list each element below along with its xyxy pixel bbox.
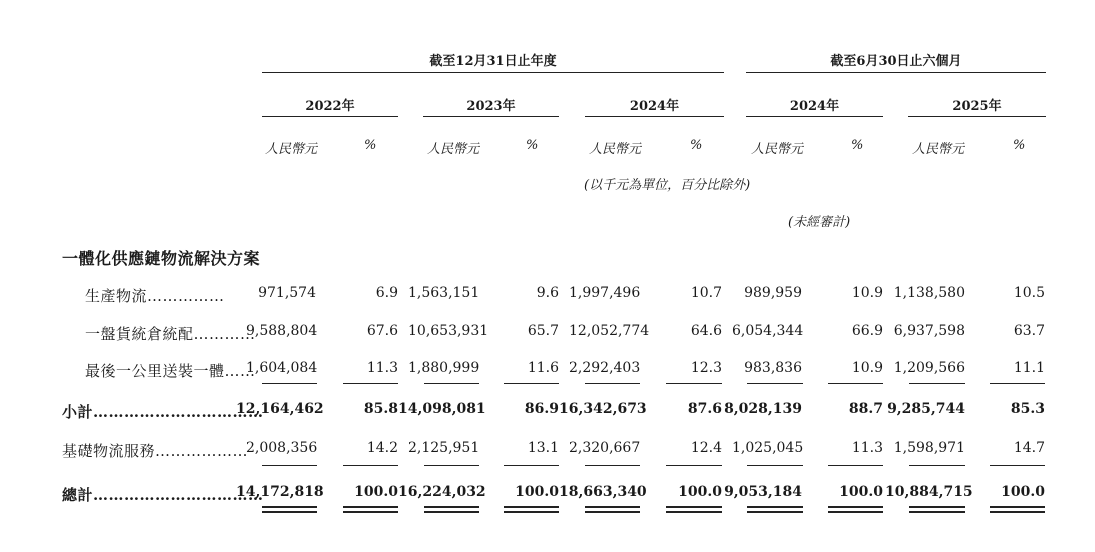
cell-pct: 100.0 bbox=[515, 484, 559, 500]
cell-amount: 9,053,184 bbox=[724, 484, 802, 500]
year-rule bbox=[262, 116, 398, 117]
cell-amount: 10,884,715 bbox=[885, 484, 973, 500]
year-rule bbox=[746, 116, 883, 117]
year-header-2025-h1: 2025年 bbox=[952, 99, 1002, 114]
unit-amount-header: 人民幣元 bbox=[912, 142, 965, 157]
cell-pct: 9.6 bbox=[536, 285, 559, 301]
total-double-rule bbox=[262, 506, 317, 513]
subtotal-rule bbox=[424, 383, 479, 384]
cell-pct: 66.9 bbox=[851, 323, 883, 339]
cell-pct: 100.0 bbox=[839, 484, 883, 500]
total-rule bbox=[424, 465, 479, 466]
unaudited-note: (未經審計) bbox=[788, 215, 851, 230]
cell-pct: 63.7 bbox=[1013, 323, 1045, 339]
subtotal-rule bbox=[504, 383, 559, 384]
cell-pct: 11.1 bbox=[1013, 360, 1045, 376]
total-rule bbox=[585, 465, 640, 466]
cell-pct: 12.3 bbox=[690, 360, 722, 376]
subtotal-rule bbox=[747, 383, 803, 384]
cell-pct: 86.9 bbox=[524, 401, 559, 417]
cell-pct: 88.7 bbox=[848, 401, 883, 417]
total-rule bbox=[909, 465, 965, 466]
cell-amount: 9,285,744 bbox=[887, 401, 965, 417]
cell-pct: 13.1 bbox=[527, 440, 559, 456]
year-header-2024: 2024年 bbox=[629, 99, 680, 114]
total-double-rule bbox=[747, 506, 803, 513]
total-rule bbox=[828, 465, 883, 466]
cell-amount: 2,320,667 bbox=[569, 440, 641, 456]
year-rule bbox=[908, 116, 1046, 117]
cell-pct: 6.9 bbox=[375, 285, 398, 301]
cell-pct: 12.4 bbox=[690, 440, 722, 456]
cell-amount: 6,054,344 bbox=[732, 323, 804, 339]
period-header-six-months: 截至6月30日止六個月 bbox=[830, 54, 962, 69]
total-rule bbox=[747, 465, 803, 466]
cell-amount: 983,836 bbox=[744, 360, 802, 376]
cell-amount: 12,052,774 bbox=[569, 323, 650, 339]
row-label-basic-logistics: 基礎物流服務……………… bbox=[62, 442, 249, 460]
unit-pct-header: % bbox=[690, 138, 703, 153]
cell-pct: 64.6 bbox=[690, 323, 722, 339]
cell-amount: 14,098,081 bbox=[398, 401, 486, 417]
cell-pct: 10.9 bbox=[851, 360, 883, 376]
unit-pct-header: % bbox=[1013, 138, 1026, 153]
year-header-2022: 2022年 bbox=[305, 99, 355, 114]
cell-pct: 100.0 bbox=[1001, 484, 1045, 500]
unit-pct-header: % bbox=[851, 138, 864, 153]
row-label-subtotal: 小計…………………………… bbox=[62, 403, 264, 421]
cell-amount: 12,164,462 bbox=[236, 401, 324, 417]
total-double-rule bbox=[504, 506, 559, 513]
cell-pct: 10.9 bbox=[851, 285, 883, 301]
year-header-2024-h1: 2024年 bbox=[789, 99, 840, 114]
total-double-rule bbox=[666, 506, 722, 513]
total-rule bbox=[343, 465, 398, 466]
cell-pct: 11.3 bbox=[851, 440, 883, 456]
cell-amount: 2,008,356 bbox=[246, 440, 318, 456]
cell-amount: 971,574 bbox=[258, 285, 316, 301]
cell-pct: 87.6 bbox=[687, 401, 722, 417]
cell-amount: 989,959 bbox=[744, 285, 802, 301]
cell-amount: 1,880,999 bbox=[408, 360, 480, 376]
cell-pct: 65.7 bbox=[527, 323, 559, 339]
subtotal-rule bbox=[666, 383, 722, 384]
total-rule bbox=[262, 465, 317, 466]
section-title: 一體化供應鏈物流解決方案 bbox=[62, 249, 261, 268]
cell-amount: 2,292,403 bbox=[569, 360, 641, 376]
cell-amount: 1,025,045 bbox=[732, 440, 804, 456]
total-double-rule bbox=[585, 506, 640, 513]
cell-amount: 1,997,496 bbox=[569, 285, 641, 301]
total-double-rule bbox=[424, 506, 479, 513]
year-rule bbox=[585, 116, 724, 117]
cell-amount: 2,125,951 bbox=[408, 440, 480, 456]
cell-amount: 1,209,566 bbox=[893, 360, 965, 376]
unit-note: (以千元為單位，百分比除外) bbox=[584, 178, 751, 193]
cell-pct: 100.0 bbox=[678, 484, 722, 500]
cell-pct: 85.8 bbox=[363, 401, 398, 417]
total-rule bbox=[990, 465, 1045, 466]
cell-pct: 10.5 bbox=[1013, 285, 1045, 301]
cell-amount: 1,563,151 bbox=[408, 285, 480, 301]
subtotal-rule bbox=[343, 383, 398, 384]
unit-amount-header: 人民幣元 bbox=[589, 142, 642, 157]
year-rule bbox=[423, 116, 559, 117]
cell-amount: 14,172,818 bbox=[236, 484, 324, 500]
cell-amount: 8,028,139 bbox=[724, 401, 802, 417]
period-rule-fiscal-year bbox=[262, 72, 724, 73]
period-rule-six-months bbox=[746, 72, 1046, 73]
cell-amount: 1,598,971 bbox=[893, 440, 965, 456]
row-label-total: 總計…………………………… bbox=[62, 486, 264, 504]
cell-pct: 11.6 bbox=[527, 360, 559, 376]
cell-amount: 1,138,580 bbox=[893, 285, 965, 301]
cell-amount: 18,663,340 bbox=[559, 484, 647, 500]
row-label-unified-warehouse: 一盤貨統倉統配………… bbox=[85, 325, 256, 343]
cell-pct: 10.7 bbox=[690, 285, 722, 301]
total-double-rule bbox=[343, 506, 398, 513]
cell-pct: 14.7 bbox=[1013, 440, 1045, 456]
row-label-production-logistics: 生產物流…………… bbox=[85, 287, 225, 305]
unit-pct-header: % bbox=[364, 138, 377, 153]
cell-amount: 16,224,032 bbox=[398, 484, 486, 500]
total-double-rule bbox=[828, 506, 883, 513]
cell-amount: 1,604,084 bbox=[246, 360, 318, 376]
cell-pct: 11.3 bbox=[366, 360, 398, 376]
total-double-rule bbox=[909, 506, 965, 513]
cell-pct: 14.2 bbox=[366, 440, 398, 456]
subtotal-rule bbox=[990, 383, 1045, 384]
unit-pct-header: % bbox=[526, 138, 539, 153]
cell-amount: 6,937,598 bbox=[893, 323, 965, 339]
subtotal-rule bbox=[828, 383, 883, 384]
cell-pct: 100.0 bbox=[354, 484, 398, 500]
cell-amount: 9,588,804 bbox=[246, 323, 318, 339]
total-rule bbox=[666, 465, 722, 466]
unit-amount-header: 人民幣元 bbox=[265, 142, 318, 157]
cell-amount: 10,653,931 bbox=[408, 323, 489, 339]
unit-amount-header: 人民幣元 bbox=[751, 142, 804, 157]
total-rule bbox=[504, 465, 559, 466]
subtotal-rule bbox=[909, 383, 965, 384]
subtotal-rule bbox=[585, 383, 640, 384]
total-double-rule bbox=[990, 506, 1045, 513]
subtotal-rule bbox=[262, 383, 317, 384]
row-label-last-mile: 最後一公里送裝一體…… bbox=[85, 362, 256, 380]
cell-pct: 67.6 bbox=[366, 323, 398, 339]
unit-amount-header: 人民幣元 bbox=[427, 142, 480, 157]
cell-pct: 85.3 bbox=[1010, 401, 1045, 417]
cell-amount: 16,342,673 bbox=[559, 401, 647, 417]
period-header-fiscal-year: 截至12月31日止年度 bbox=[429, 54, 557, 69]
year-header-2023: 2023年 bbox=[466, 99, 516, 114]
